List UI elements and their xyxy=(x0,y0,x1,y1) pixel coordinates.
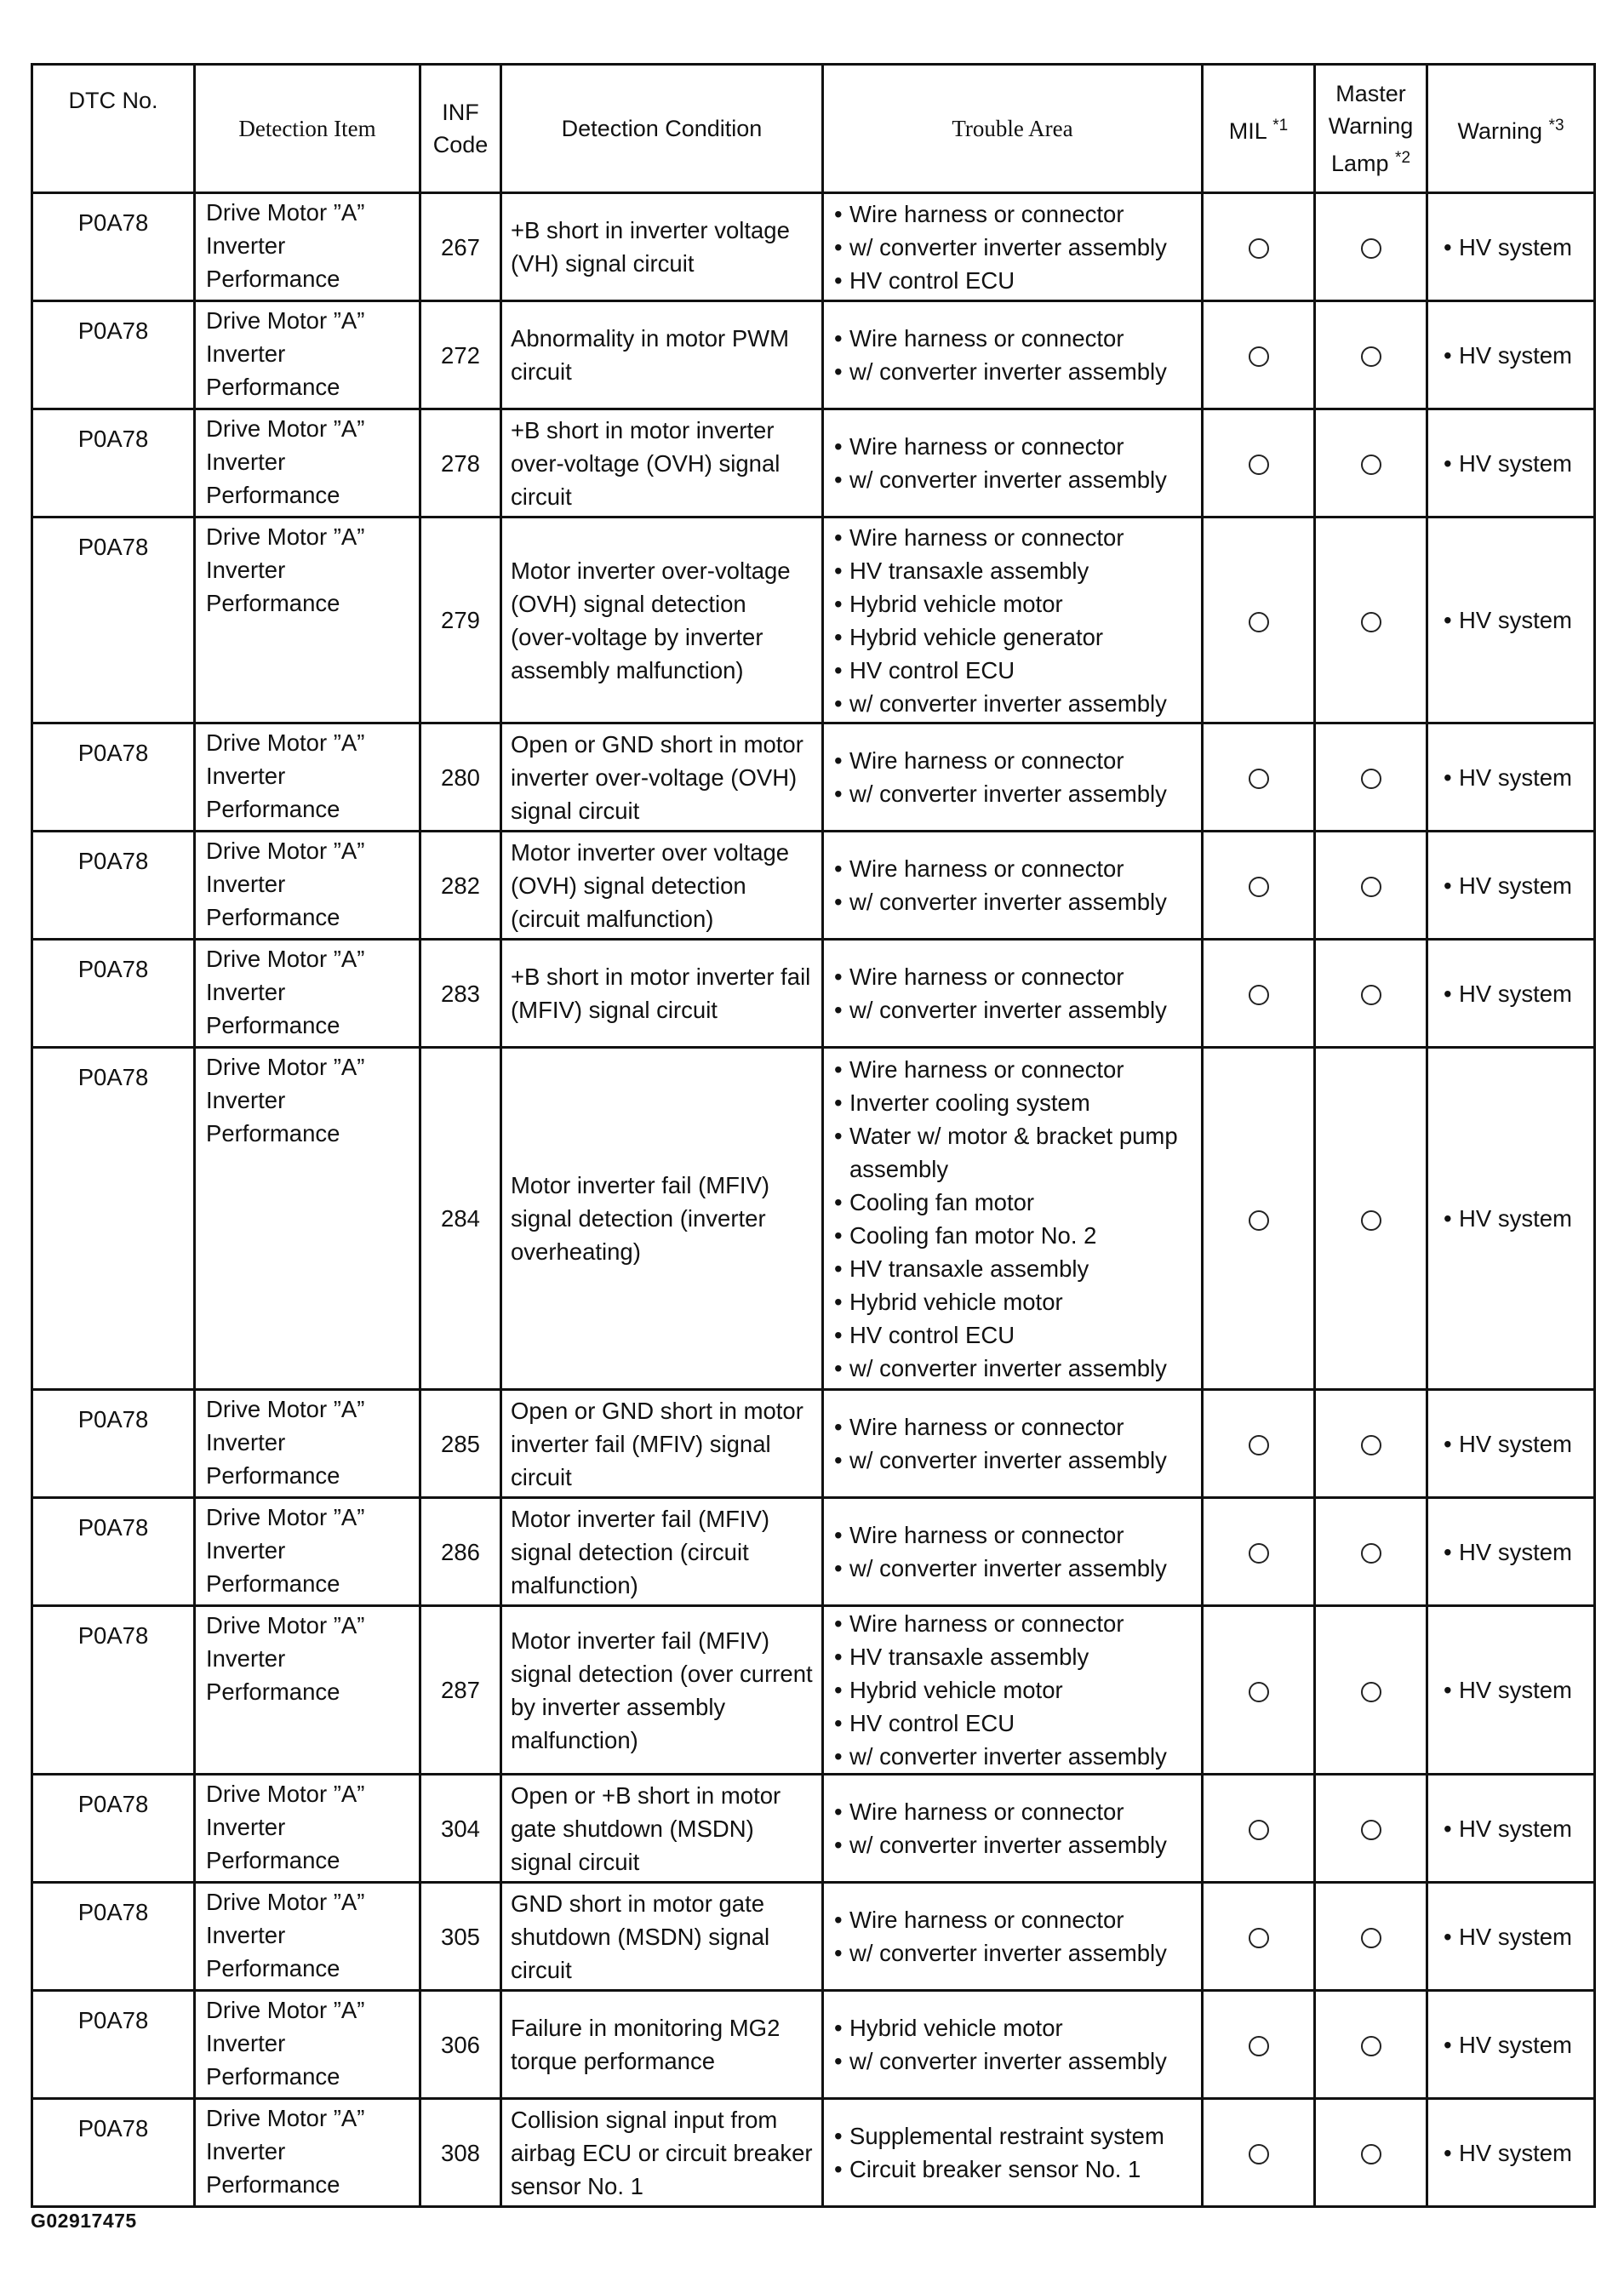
trouble-area-item: • Water w/ motor & bracket pump assembly xyxy=(832,1119,1194,1186)
trouble-area-item: • HV control ECU xyxy=(832,1707,1194,1740)
mil-cell xyxy=(1203,2099,1315,2207)
trouble-area-cell xyxy=(823,517,1203,723)
header-detection-item: Detection Item xyxy=(195,65,420,193)
inf-code-cell: 272 xyxy=(420,301,501,409)
warning-cell xyxy=(1427,193,1595,301)
warning-item: • HV system xyxy=(1440,1535,1572,1569)
master-warning-lamp-cell xyxy=(1315,940,1427,1048)
dtc-no-cell: P0A78 xyxy=(32,1991,195,2099)
master-warning-lamp-cell xyxy=(1315,2099,1427,2207)
warning-cell xyxy=(1427,723,1595,832)
master-warning-lamp-cell xyxy=(1315,517,1427,723)
circle-icon xyxy=(1361,985,1381,1005)
dtc-no-cell: P0A78 xyxy=(32,1390,195,1498)
dtc-no-cell: P0A78 xyxy=(32,517,195,723)
dtc-table xyxy=(31,63,1596,2208)
circle-icon xyxy=(1361,1435,1381,1455)
warning-cell xyxy=(1427,517,1595,723)
detection-condition-cell: +B short in inverter voltage (VH) signal circuit xyxy=(501,193,823,301)
circle-icon xyxy=(1249,238,1269,259)
warning-cell xyxy=(1427,940,1595,1048)
table-row xyxy=(32,832,1595,940)
mil-cell xyxy=(1203,940,1315,1048)
trouble-area-list xyxy=(832,1518,1194,1585)
circle-icon xyxy=(1361,769,1381,789)
trouble-area-list xyxy=(832,1410,1194,1477)
circle-icon xyxy=(1249,612,1269,632)
trouble-area-item: • Hybrid vehicle motor xyxy=(832,587,1194,620)
detection-item-cell: Drive Motor ”A” Inverter Performance xyxy=(195,517,420,723)
trouble-area-cell xyxy=(823,1390,1203,1498)
trouble-area-item: • Cooling fan motor No. 2 xyxy=(832,1219,1194,1252)
circle-icon xyxy=(1249,1682,1269,1702)
detection-item-cell: Drive Motor ”A” Inverter Performance xyxy=(195,1991,420,2099)
circle-icon xyxy=(1249,1543,1269,1564)
detection-item-cell: Drive Motor ”A” Inverter Performance xyxy=(195,301,420,409)
warning-item: • HV system xyxy=(1440,447,1572,480)
trouble-area-item: • w/ converter inverter assembly xyxy=(832,355,1194,388)
detection-item-cell: Drive Motor ”A” Inverter Performance xyxy=(195,1390,420,1498)
inf-code-cell: 285 xyxy=(420,1390,501,1498)
trouble-area-list xyxy=(832,1607,1194,1773)
circle-icon xyxy=(1361,346,1381,367)
master-warning-lamp-cell xyxy=(1315,1883,1427,1991)
trouble-area-item: • Wire harness or connector xyxy=(832,1795,1194,1828)
trouble-area-item: • Hybrid vehicle motor xyxy=(832,2011,1194,2044)
warning-item: • HV system xyxy=(1440,1673,1572,1707)
warning-item: • HV system xyxy=(1440,1427,1572,1461)
mil-cell xyxy=(1203,1606,1315,1775)
master-warning-lamp-cell xyxy=(1315,1991,1427,2099)
header-master-note: *2 xyxy=(1395,149,1411,167)
warning-cell xyxy=(1427,1991,1595,2099)
detection-condition-cell: Open or +B short in motor gate shutdown (MSDN) signal circuit xyxy=(501,1775,823,1883)
mil-cell xyxy=(1203,723,1315,832)
figure-code: G02917475 xyxy=(31,2210,137,2232)
inf-code-cell: 287 xyxy=(420,1606,501,1775)
dtc-no-cell: P0A78 xyxy=(32,301,195,409)
trouble-area-item: • Wire harness or connector xyxy=(832,430,1194,463)
detection-item-cell: Drive Motor ”A” Inverter Performance xyxy=(195,1498,420,1606)
mil-cell xyxy=(1203,1991,1315,2099)
header-master-warning-lamp: Master Warning Lamp $^{*2}$ xyxy=(1315,65,1427,193)
trouble-area-item: • HV control ECU xyxy=(832,1318,1194,1352)
table-row xyxy=(32,1991,1595,2099)
trouble-area-cell xyxy=(823,409,1203,517)
header-row xyxy=(32,65,1595,193)
warning-item: • HV system xyxy=(1440,2028,1572,2061)
mil-cell xyxy=(1203,409,1315,517)
trouble-area-cell xyxy=(823,1606,1203,1775)
trouble-area-item: • w/ converter inverter assembly xyxy=(832,1740,1194,1773)
detection-item-cell: Drive Motor ”A” Inverter Performance xyxy=(195,1048,420,1390)
table-row xyxy=(32,1775,1595,1883)
table-row xyxy=(32,723,1595,832)
trouble-area-cell xyxy=(823,1498,1203,1606)
detection-condition-cell: Open or GND short in motor inverter over-voltage (OVH) signal circuit xyxy=(501,723,823,832)
trouble-area-cell xyxy=(823,1775,1203,1883)
table-row xyxy=(32,409,1595,517)
detection-condition-cell: Motor inverter over voltage (OVH) signal detection (circuit malfunction) xyxy=(501,832,823,940)
trouble-area-item: • w/ converter inverter assembly xyxy=(832,2044,1194,2078)
trouble-area-item: • Wire harness or connector xyxy=(832,1903,1194,1936)
detection-condition-cell: Collision signal input from airbag ECU or circuit breaker sensor No. 1 xyxy=(501,2099,823,2207)
circle-icon xyxy=(1249,985,1269,1005)
circle-icon xyxy=(1249,2036,1269,2056)
trouble-area-list xyxy=(832,1053,1194,1385)
trouble-area-cell xyxy=(823,2099,1203,2207)
trouble-area-item: • w/ converter inverter assembly xyxy=(832,1828,1194,1861)
mil-cell xyxy=(1203,1048,1315,1390)
detection-item-cell: Drive Motor ”A” Inverter Performance xyxy=(195,1775,420,1883)
circle-icon xyxy=(1249,2144,1269,2164)
detection-condition-cell: Motor inverter fail (MFIV) signal detection (over current by inverter assembly malfunction) xyxy=(501,1606,823,1775)
circle-icon xyxy=(1361,238,1381,259)
trouble-area-item: • Wire harness or connector xyxy=(832,322,1194,355)
master-warning-lamp-cell xyxy=(1315,301,1427,409)
trouble-area-list xyxy=(832,197,1194,297)
circle-icon xyxy=(1361,1210,1381,1231)
circle-icon xyxy=(1249,346,1269,367)
inf-code-cell: 278 xyxy=(420,409,501,517)
dtc-no-cell: P0A78 xyxy=(32,1606,195,1775)
header-mil: MIL $^{*1}$ xyxy=(1203,65,1315,193)
trouble-area-cell xyxy=(823,832,1203,940)
table-body xyxy=(32,193,1595,2207)
detection-item-cell: Drive Motor ”A” Inverter Performance xyxy=(195,1883,420,1991)
inf-code-cell: 279 xyxy=(420,517,501,723)
trouble-area-item: • Hybrid vehicle generator xyxy=(832,620,1194,654)
trouble-area-item: • Wire harness or connector xyxy=(832,1053,1194,1086)
detection-condition-cell: GND short in motor gate shutdown (MSDN) signal circuit xyxy=(501,1883,823,1991)
table-row xyxy=(32,517,1595,723)
trouble-area-cell xyxy=(823,301,1203,409)
trouble-area-item: • Supplemental restraint system xyxy=(832,2119,1194,2153)
warning-cell xyxy=(1427,1883,1595,1991)
master-warning-lamp-cell xyxy=(1315,1390,1427,1498)
inf-code-cell: 305 xyxy=(420,1883,501,1991)
inf-code-cell: 267 xyxy=(420,193,501,301)
header-trouble-area: Trouble Area xyxy=(823,65,1203,193)
warning-item: • HV system xyxy=(1440,603,1572,637)
circle-icon xyxy=(1361,2144,1381,2164)
trouble-area-item: • Hybrid vehicle motor xyxy=(832,1673,1194,1707)
table-row xyxy=(32,1883,1595,1991)
trouble-area-item: • w/ converter inverter assembly xyxy=(832,1444,1194,1477)
warning-cell xyxy=(1427,832,1595,940)
detection-condition-cell: Motor inverter fail (MFIV) signal detection (inverter overheating) xyxy=(501,1048,823,1390)
circle-icon xyxy=(1361,1543,1381,1564)
header-mil-note: *1 xyxy=(1272,117,1289,134)
trouble-area-item: • Hybrid vehicle motor xyxy=(832,1285,1194,1318)
inf-code-cell: 308 xyxy=(420,2099,501,2207)
warning-item: • HV system xyxy=(1440,339,1572,372)
trouble-area-item: • w/ converter inverter assembly xyxy=(832,463,1194,496)
detection-condition-cell: +B short in motor inverter fail (MFIV) signal circuit xyxy=(501,940,823,1048)
circle-icon xyxy=(1361,1820,1381,1840)
master-warning-lamp-cell xyxy=(1315,723,1427,832)
dtc-no-cell: P0A78 xyxy=(32,832,195,940)
trouble-area-item: • HV transaxle assembly xyxy=(832,1252,1194,1285)
dtc-no-cell: P0A78 xyxy=(32,2099,195,2207)
dtc-no-cell: P0A78 xyxy=(32,940,195,1048)
warning-cell xyxy=(1427,301,1595,409)
circle-icon xyxy=(1249,1210,1269,1231)
trouble-area-item: • w/ converter inverter assembly xyxy=(832,1352,1194,1385)
master-warning-lamp-cell xyxy=(1315,193,1427,301)
trouble-area-list xyxy=(832,521,1194,720)
trouble-area-cell xyxy=(823,1883,1203,1991)
warning-item: • HV system xyxy=(1440,1812,1572,1845)
warning-cell xyxy=(1427,409,1595,517)
trouble-area-item: • HV control ECU xyxy=(832,654,1194,687)
dtc-no-cell: P0A78 xyxy=(32,1498,195,1606)
mil-cell xyxy=(1203,193,1315,301)
warning-cell xyxy=(1427,1775,1595,1883)
trouble-area-item: • w/ converter inverter assembly xyxy=(832,993,1194,1026)
trouble-area-cell xyxy=(823,723,1203,832)
master-warning-lamp-cell xyxy=(1315,1606,1427,1775)
table-row xyxy=(32,1048,1595,1390)
trouble-area-item: • Wire harness or connector xyxy=(832,852,1194,885)
master-warning-lamp-cell xyxy=(1315,1498,1427,1606)
detection-item-cell: Drive Motor ”A” Inverter Performance xyxy=(195,832,420,940)
header-dtc-no: DTC No. xyxy=(32,65,195,193)
mil-cell xyxy=(1203,832,1315,940)
master-warning-lamp-cell xyxy=(1315,1775,1427,1883)
circle-icon xyxy=(1249,455,1269,475)
detection-item-cell: Drive Motor ”A” Inverter Performance xyxy=(195,2099,420,2207)
dtc-no-cell: P0A78 xyxy=(32,193,195,301)
dtc-no-cell: P0A78 xyxy=(32,1775,195,1883)
table-row xyxy=(32,1498,1595,1606)
detection-item-cell: Drive Motor ”A” Inverter Performance xyxy=(195,723,420,832)
header-warning: Warning $^{*3}$ xyxy=(1427,65,1595,193)
trouble-area-list xyxy=(832,2011,1194,2078)
trouble-area-item: • w/ converter inverter assembly xyxy=(832,1936,1194,1970)
warning-cell xyxy=(1427,1390,1595,1498)
trouble-area-cell xyxy=(823,940,1203,1048)
table-row xyxy=(32,940,1595,1048)
trouble-area-list xyxy=(832,1795,1194,1861)
inf-code-cell: 283 xyxy=(420,940,501,1048)
detection-condition-cell: Motor inverter over-voltage (OVH) signal detection (over-voltage by inverter assembly malfunction) xyxy=(501,517,823,723)
warning-cell xyxy=(1427,1606,1595,1775)
trouble-area-cell xyxy=(823,1991,1203,2099)
master-warning-lamp-cell xyxy=(1315,409,1427,517)
trouble-area-list xyxy=(832,852,1194,918)
detection-item-cell: Drive Motor ”A” Inverter Performance xyxy=(195,409,420,517)
inf-code-cell: 282 xyxy=(420,832,501,940)
warning-cell xyxy=(1427,1048,1595,1390)
circle-icon xyxy=(1361,2036,1381,2056)
dtc-no-cell: P0A78 xyxy=(32,1883,195,1991)
trouble-area-item: • Wire harness or connector xyxy=(832,197,1194,231)
dtc-no-cell: P0A78 xyxy=(32,409,195,517)
trouble-area-list xyxy=(832,960,1194,1026)
circle-icon xyxy=(1361,612,1381,632)
warning-cell xyxy=(1427,1498,1595,1606)
trouble-area-item: • Wire harness or connector xyxy=(832,1518,1194,1552)
table-row xyxy=(32,301,1595,409)
detection-item-cell: Drive Motor ”A” Inverter Performance xyxy=(195,1606,420,1775)
master-warning-lamp-cell xyxy=(1315,832,1427,940)
detection-item-cell: Drive Motor ”A” Inverter Performance xyxy=(195,193,420,301)
warning-item: • HV system xyxy=(1440,2136,1572,2170)
trouble-area-item: • Wire harness or connector xyxy=(832,1410,1194,1444)
master-warning-lamp-cell xyxy=(1315,1048,1427,1390)
trouble-area-item: • Inverter cooling system xyxy=(832,1086,1194,1119)
mil-cell xyxy=(1203,1775,1315,1883)
circle-icon xyxy=(1249,1928,1269,1948)
trouble-area-list xyxy=(832,322,1194,388)
circle-icon xyxy=(1361,877,1381,897)
trouble-area-cell xyxy=(823,193,1203,301)
trouble-area-list xyxy=(832,430,1194,496)
inf-code-cell: 286 xyxy=(420,1498,501,1606)
table-row xyxy=(32,1390,1595,1498)
trouble-area-item: • HV transaxle assembly xyxy=(832,1640,1194,1673)
trouble-area-item: • Circuit breaker sensor No. 1 xyxy=(832,2153,1194,2186)
header-warning-note: *3 xyxy=(1548,117,1564,134)
trouble-area-item: • w/ converter inverter assembly xyxy=(832,1552,1194,1585)
trouble-area-item: • Wire harness or connector xyxy=(832,1607,1194,1640)
trouble-area-item: • w/ converter inverter assembly xyxy=(832,885,1194,918)
header-inf-code: INF Code xyxy=(420,65,501,193)
inf-code-cell: 280 xyxy=(420,723,501,832)
dtc-no-cell: P0A78 xyxy=(32,723,195,832)
dtc-no-cell: P0A78 xyxy=(32,1048,195,1390)
inf-code-cell: 284 xyxy=(420,1048,501,1390)
mil-cell xyxy=(1203,1883,1315,1991)
trouble-area-item: • w/ converter inverter assembly xyxy=(832,231,1194,264)
mil-cell xyxy=(1203,1498,1315,1606)
table-row xyxy=(32,2099,1595,2207)
detection-condition-cell: Motor inverter fail (MFIV) signal detection (circuit malfunction) xyxy=(501,1498,823,1606)
table-row xyxy=(32,1606,1595,1775)
inf-code-cell: 304 xyxy=(420,1775,501,1883)
circle-icon xyxy=(1249,1820,1269,1840)
warning-item: • HV system xyxy=(1440,869,1572,902)
circle-icon xyxy=(1249,877,1269,897)
table-row xyxy=(32,193,1595,301)
trouble-area-item: • HV control ECU xyxy=(832,264,1194,297)
trouble-area-item: • w/ converter inverter assembly xyxy=(832,687,1194,720)
trouble-area-list xyxy=(832,744,1194,810)
warning-item: • HV system xyxy=(1440,977,1572,1010)
circle-icon xyxy=(1361,455,1381,475)
mil-cell xyxy=(1203,301,1315,409)
trouble-area-item: • Wire harness or connector xyxy=(832,960,1194,993)
circle-icon xyxy=(1361,1928,1381,1948)
detection-item-cell: Drive Motor ”A” Inverter Performance xyxy=(195,940,420,1048)
header-detection-condition: Detection Condition xyxy=(501,65,823,193)
detection-condition-cell: Abnormality in motor PWM circuit xyxy=(501,301,823,409)
mil-cell xyxy=(1203,517,1315,723)
circle-icon xyxy=(1249,1435,1269,1455)
trouble-area-item: • Cooling fan motor xyxy=(832,1186,1194,1219)
detection-condition-cell: Failure in monitoring MG2 torque performance xyxy=(501,1991,823,2099)
warning-item: • HV system xyxy=(1440,1202,1572,1235)
table-header xyxy=(32,65,1595,193)
circle-icon xyxy=(1361,1682,1381,1702)
trouble-area-item: • Wire harness or connector xyxy=(832,521,1194,554)
trouble-area-list xyxy=(832,2119,1194,2186)
mil-cell xyxy=(1203,1390,1315,1498)
trouble-area-item: • w/ converter inverter assembly xyxy=(832,777,1194,810)
trouble-area-list xyxy=(832,1903,1194,1970)
trouble-area-item: • Wire harness or connector xyxy=(832,744,1194,777)
warning-item: • HV system xyxy=(1440,231,1572,264)
warning-item: • HV system xyxy=(1440,761,1572,794)
trouble-area-item: • HV transaxle assembly xyxy=(832,554,1194,587)
trouble-area-cell xyxy=(823,1048,1203,1390)
circle-icon xyxy=(1249,769,1269,789)
detection-condition-cell: Open or GND short in motor inverter fail (MFIV) signal circuit xyxy=(501,1390,823,1498)
warning-item: • HV system xyxy=(1440,1920,1572,1953)
inf-code-cell: 306 xyxy=(420,1991,501,2099)
detection-condition-cell: +B short in motor inverter over-voltage (OVH) signal circuit xyxy=(501,409,823,517)
warning-cell xyxy=(1427,2099,1595,2207)
